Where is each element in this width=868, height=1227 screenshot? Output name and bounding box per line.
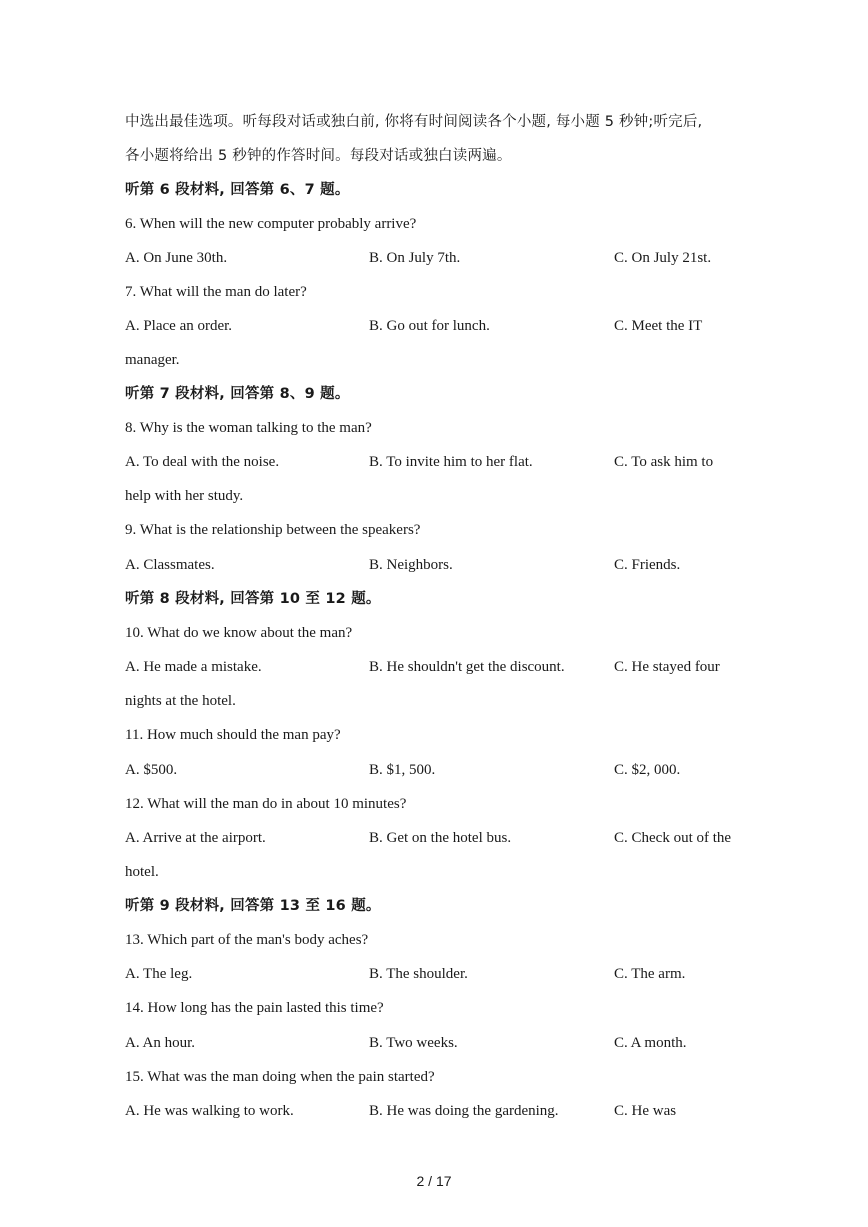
option-a: A. On June 30th. — [125, 250, 228, 266]
option-c: C. A month. — [614, 1035, 687, 1051]
option-b: B. To invite him to her flat. — [369, 454, 533, 470]
option-b: B. He was doing the gardening. — [369, 1103, 559, 1119]
option-continuation: manager. — [125, 352, 180, 368]
question-text: 12. What will the man do in about 10 minutes? — [125, 796, 407, 812]
question-text: 9. What is the relationship between the speakers? — [125, 522, 421, 538]
option-a: A. Arrive at the airport. — [125, 830, 266, 846]
intro-line-1: 中选出最佳选项。听每段对话或独白前, 你将有时间阅读各个小题, 每小题 5 秒钟;听完后, — [125, 114, 703, 130]
option-a: A. To deal with the noise. — [125, 454, 280, 470]
intro-line-2: 各小题将给出 5 秒钟的作答时间。每段对话或独白读两遍。 — [125, 148, 512, 164]
option-b: B. Go out for lunch. — [369, 318, 490, 334]
section-heading: 听第 6 段材料, 回答第 6、7 题。 — [125, 182, 350, 198]
option-a: A. $500. — [125, 762, 178, 778]
section-heading: 听第 7 段材料, 回答第 8、9 题。 — [125, 386, 350, 402]
page-number: 2 / 17 — [416, 1173, 452, 1189]
question-text: 15. What was the man doing when the pain started? — [125, 1069, 435, 1085]
option-c: C. The arm. — [614, 966, 686, 982]
option-c: C. He was — [614, 1103, 677, 1119]
option-b: B. Get on the hotel bus. — [369, 830, 512, 846]
option-b: B. On July 7th. — [369, 250, 461, 266]
question-text: 6. When will the new computer probably arrive? — [125, 216, 417, 232]
option-a: A. An hour. — [125, 1035, 196, 1051]
option-b: B. $1, 500. — [369, 762, 436, 778]
option-c: C. He stayed four — [614, 659, 720, 675]
question-text: 13. Which part of the man's body aches? — [125, 932, 369, 948]
section-heading: 听第 9 段材料, 回答第 13 至 16 题。 — [125, 898, 381, 914]
option-b: B. The shoulder. — [369, 966, 468, 982]
option-b: B. Two weeks. — [369, 1035, 458, 1051]
option-a: A. Place an order. — [125, 318, 233, 334]
option-a: A. He was walking to work. — [125, 1103, 294, 1119]
option-c: C. To ask him to — [614, 454, 714, 470]
question-text: 11. How much should the man pay? — [125, 727, 341, 743]
option-continuation: hotel. — [125, 864, 159, 880]
option-c: C. On July 21st. — [614, 250, 712, 266]
option-b: B. He shouldn't get the discount. — [369, 659, 565, 675]
question-text: 7. What will the man do later? — [125, 284, 307, 300]
option-c: C. $2, 000. — [614, 762, 681, 778]
option-a: A. He made a mistake. — [125, 659, 262, 675]
option-continuation: help with her study. — [125, 488, 244, 504]
option-c: C. Meet the IT — [614, 318, 703, 334]
question-text: 14. How long has the pain lasted this time? — [125, 1000, 384, 1016]
section-heading: 听第 8 段材料, 回答第 10 至 12 题。 — [125, 591, 381, 607]
question-text: 10. What do we know about the man? — [125, 625, 353, 641]
option-a: A. Classmates. — [125, 557, 215, 573]
option-b: B. Neighbors. — [369, 557, 453, 573]
option-c: C. Friends. — [614, 557, 681, 573]
option-continuation: nights at the hotel. — [125, 693, 236, 709]
option-a: A. The leg. — [125, 966, 193, 982]
option-c: C. Check out of the — [614, 830, 732, 846]
question-text: 8. Why is the woman talking to the man? — [125, 420, 372, 436]
